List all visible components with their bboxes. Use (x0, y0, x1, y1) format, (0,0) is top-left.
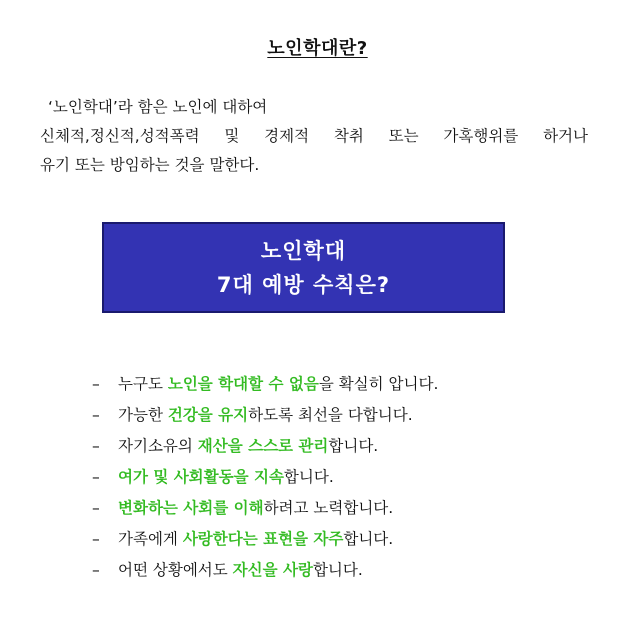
list-item (92, 526, 438, 557)
prevention-banner (102, 222, 505, 313)
banner-line-2: 7대 예방 수칙은? (216, 273, 391, 297)
rule-text: 누구도 (118, 375, 168, 393)
list-item (92, 495, 438, 526)
prevention-rules-list (92, 371, 438, 588)
definition-line-1: ‘노인학대’라 함은 노인에 대하여 (48, 98, 268, 116)
bullet-dash: – (92, 406, 100, 424)
rule-highlight: 재산을 스스로 관리 (197, 437, 329, 455)
rule-text: 자기소유의 (118, 437, 198, 455)
definition-line-3: 유기 또는 방임하는 것을 말한다. (40, 156, 260, 174)
bullet-dash: – (92, 468, 100, 486)
rule-text: 하려고 노력합니다. (263, 499, 394, 517)
bullet-dash: – (92, 499, 100, 517)
rule-text: 합니다. (283, 468, 334, 486)
rule-highlight: 건강을 유지 (167, 406, 249, 424)
bullet-dash: – (92, 530, 100, 548)
list-item (92, 402, 438, 433)
rule-text: 을 확실히 압니다. (318, 375, 439, 393)
rule-highlight: 자신을 사랑 (232, 561, 313, 579)
banner-line-1: 노인학대 (260, 239, 347, 263)
rule-highlight: 여가 및 사회활동을 지속 (118, 468, 284, 486)
definition-line-2: 신체적,정신적,성적폭력 및 경제적 착취 또는 가혹행위를 하거나 (40, 127, 588, 145)
page-title: 노인학대란? (267, 38, 368, 59)
bullet-dash: – (92, 375, 100, 393)
rule-highlight: 변화하는 사회를 이해 (118, 499, 264, 517)
bullet-dash: – (92, 437, 100, 455)
bullet-dash: – (92, 561, 100, 579)
rule-highlight: 노인을 학대할 수 없음 (167, 375, 319, 393)
list-item (92, 464, 438, 495)
rule-text: 합니다. (328, 437, 379, 455)
rule-text: 하도록 최선을 다합니다. (248, 406, 413, 424)
rule-text: 합니다. (343, 530, 394, 548)
rule-text: 어떤 상황에서도 (118, 561, 233, 579)
list-item (92, 557, 438, 588)
rule-text: 가족에게 (118, 530, 183, 548)
rule-text: 가능한 (118, 406, 168, 424)
rule-text: 합니다. (312, 561, 363, 579)
list-item (92, 433, 438, 464)
list-item (92, 371, 438, 402)
definition-paragraph (40, 93, 588, 180)
rule-highlight: 사랑한다는 표현을 자주 (182, 530, 344, 548)
